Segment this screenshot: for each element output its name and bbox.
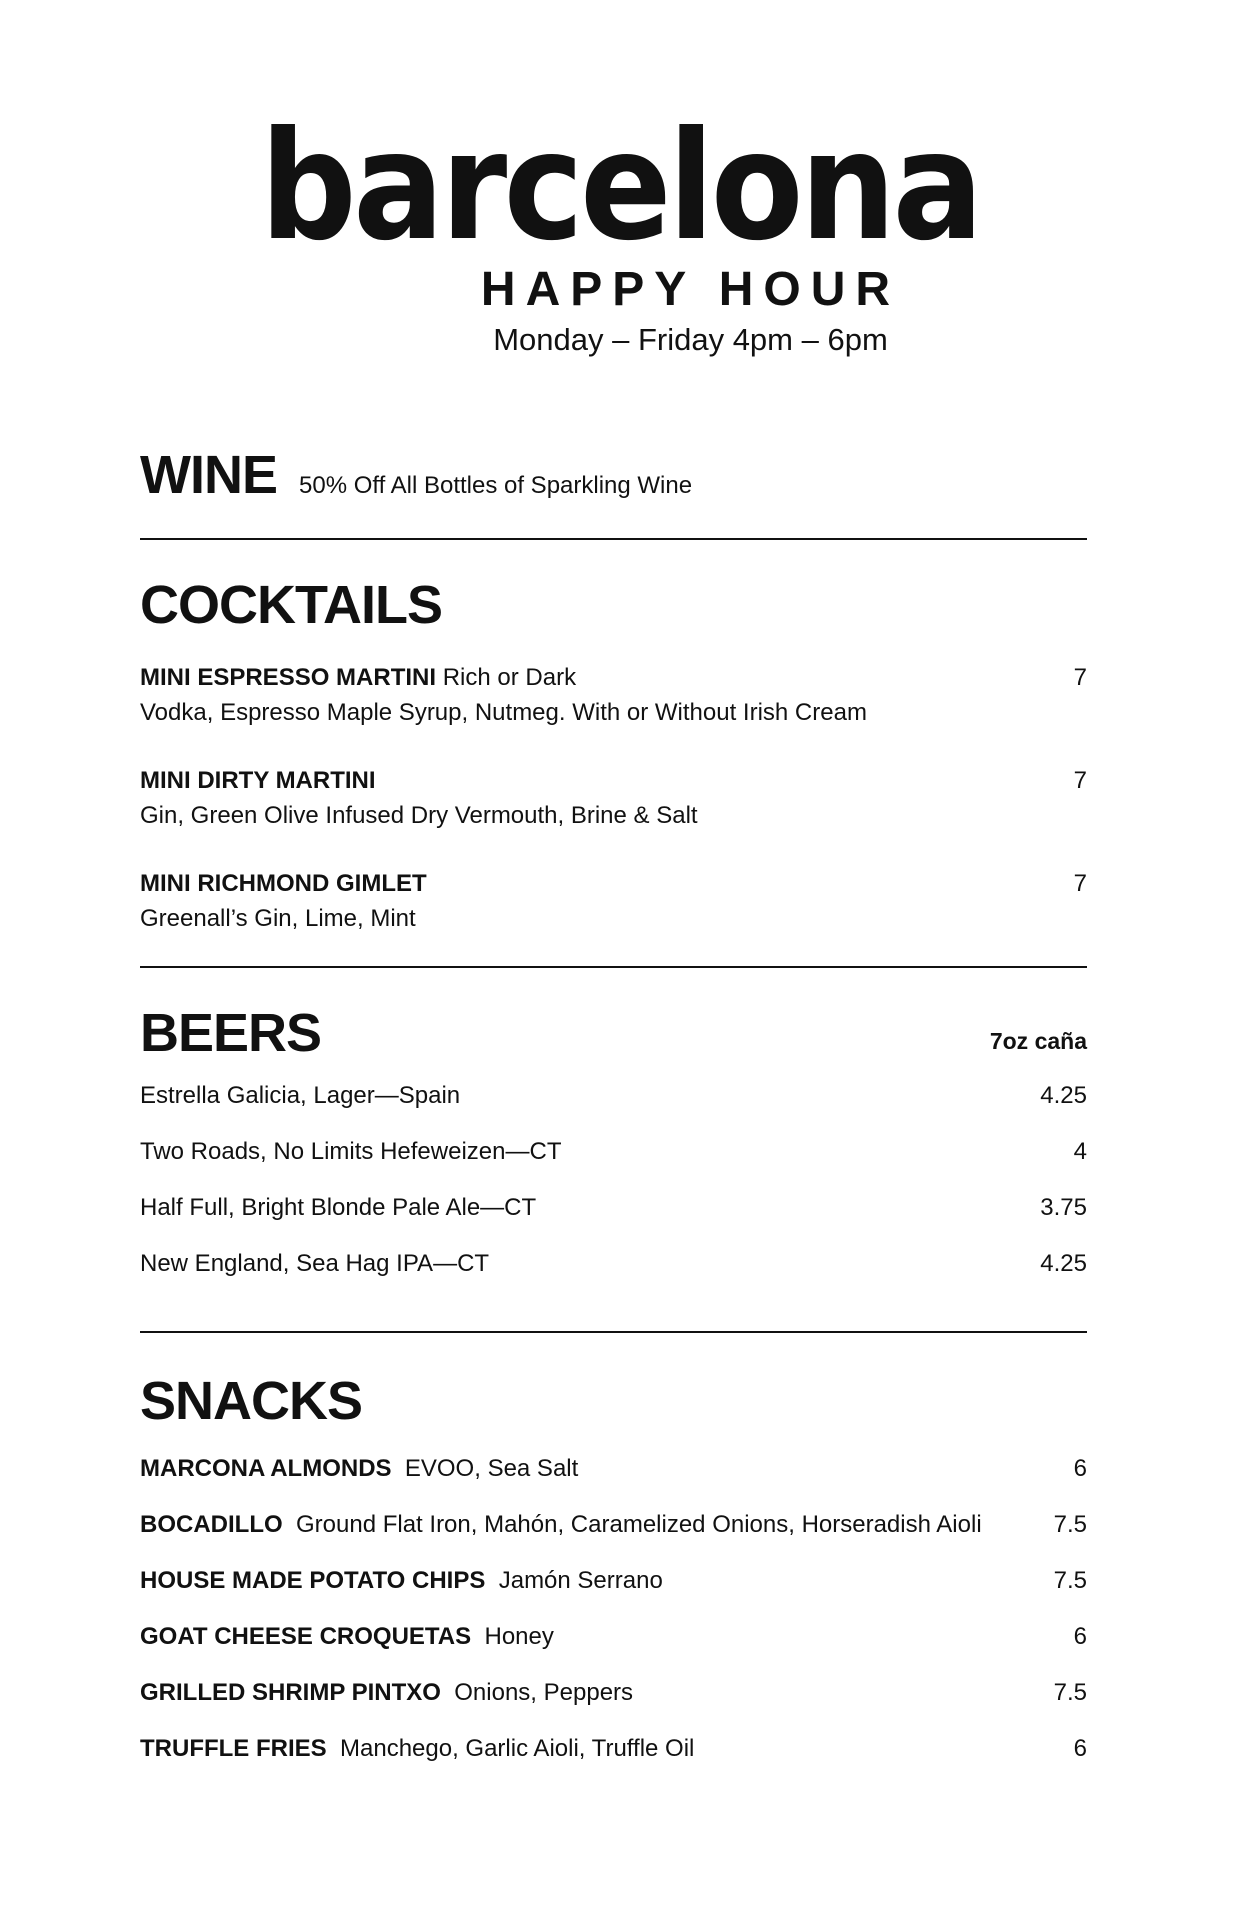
beer-size-header: 7oz caña [989, 1028, 1087, 1054]
logo-wordmark: barcelona [260, 120, 980, 260]
barcelona-logo [255, 120, 985, 260]
item-name: GRILLED SHRIMP PINTXO [140, 1679, 441, 1706]
item-name: New England, Sea Hag IPA—CT [140, 1250, 490, 1277]
snack-item [140, 1735, 1087, 1764]
beers-title: BEERS [140, 1003, 322, 1063]
item-price: 4.25 [1040, 1250, 1087, 1277]
item-price: 6 [1073, 1455, 1087, 1482]
divider [140, 1331, 1087, 1333]
item-price: 7.5 [1053, 1567, 1087, 1594]
snacks-title: SNACKS [140, 1371, 363, 1431]
snack-item [140, 1567, 1087, 1596]
beer-item [140, 1138, 1087, 1167]
item-name: Two Roads, No Limits Hefeweizen—CT [140, 1138, 562, 1165]
item-name: Half Full, Bright Blonde Pale Ale—CT [140, 1194, 537, 1221]
item-detail: Ground Flat Iron, Mahón, Caramelized Onions, Horseradish Aioli [296, 1511, 982, 1538]
divider [140, 538, 1087, 540]
page-subtitle: HAPPY HOUR [480, 263, 901, 316]
wine-offer: 50% Off All Bottles of Sparkling Wine [299, 472, 693, 499]
item-price: 7 [1073, 767, 1087, 794]
item-name: MINI RICHMOND GIMLET [140, 870, 427, 897]
item-detail: Rich or Dark [442, 664, 577, 691]
item-name: GOAT CHEESE CROQUETAS [140, 1623, 472, 1650]
item-price: 7 [1073, 870, 1087, 897]
item-price: 6 [1073, 1735, 1087, 1762]
item-name: TRUFFLE FRIES [140, 1735, 327, 1762]
wine-title: WINE [140, 445, 277, 505]
snack-item [140, 1511, 1087, 1540]
item-name: Estrella Galicia, Lager—Spain [140, 1082, 461, 1109]
item-detail: Manchego, Garlic Aioli, Truffle Oil [340, 1735, 695, 1762]
item-name: HOUSE MADE POTATO CHIPS [140, 1567, 486, 1594]
item-description: Vodka, Espresso Maple Syrup, Nutmeg. With or Without Irish Cream [140, 698, 867, 726]
item-price: 7.5 [1053, 1511, 1087, 1538]
item-description: Gin, Green Olive Infused Dry Vermouth, Brine & Salt [140, 801, 698, 829]
snack-item [140, 1679, 1087, 1708]
cocktails-title: COCKTAILS [140, 575, 442, 635]
item-detail: Onions, Peppers [454, 1679, 634, 1706]
beer-item [140, 1082, 1087, 1111]
item-name: MARCONA ALMONDS [140, 1455, 392, 1482]
item-price: 3.75 [1040, 1194, 1087, 1221]
wine-section [140, 445, 1087, 505]
item-detail: Honey [484, 1623, 554, 1650]
item-price: 4.25 [1040, 1082, 1087, 1109]
item-price: 6 [1073, 1623, 1087, 1650]
item-detail: Jamón Serrano [498, 1567, 663, 1594]
cocktail-item [140, 767, 1087, 831]
item-price: 7 [1073, 664, 1087, 691]
item-name: BOCADILLO [140, 1511, 283, 1538]
beer-item [140, 1194, 1087, 1223]
beer-item [140, 1250, 1087, 1279]
cocktail-item [140, 664, 1087, 728]
item-name: MINI ESPRESSO MARTINI [140, 664, 437, 691]
cocktail-item [140, 870, 1087, 934]
divider [140, 966, 1087, 968]
item-name: MINI DIRTY MARTINI [140, 767, 376, 794]
item-detail: EVOO, Sea Salt [404, 1455, 579, 1482]
happy-hour-times: Monday – Friday 4pm – 6pm [493, 322, 888, 357]
snack-item [140, 1623, 1087, 1652]
item-price: 7.5 [1053, 1679, 1087, 1706]
snack-item [140, 1455, 1087, 1484]
item-description: Greenall’s Gin, Lime, Mint [140, 904, 416, 932]
item-price: 4 [1073, 1138, 1087, 1165]
